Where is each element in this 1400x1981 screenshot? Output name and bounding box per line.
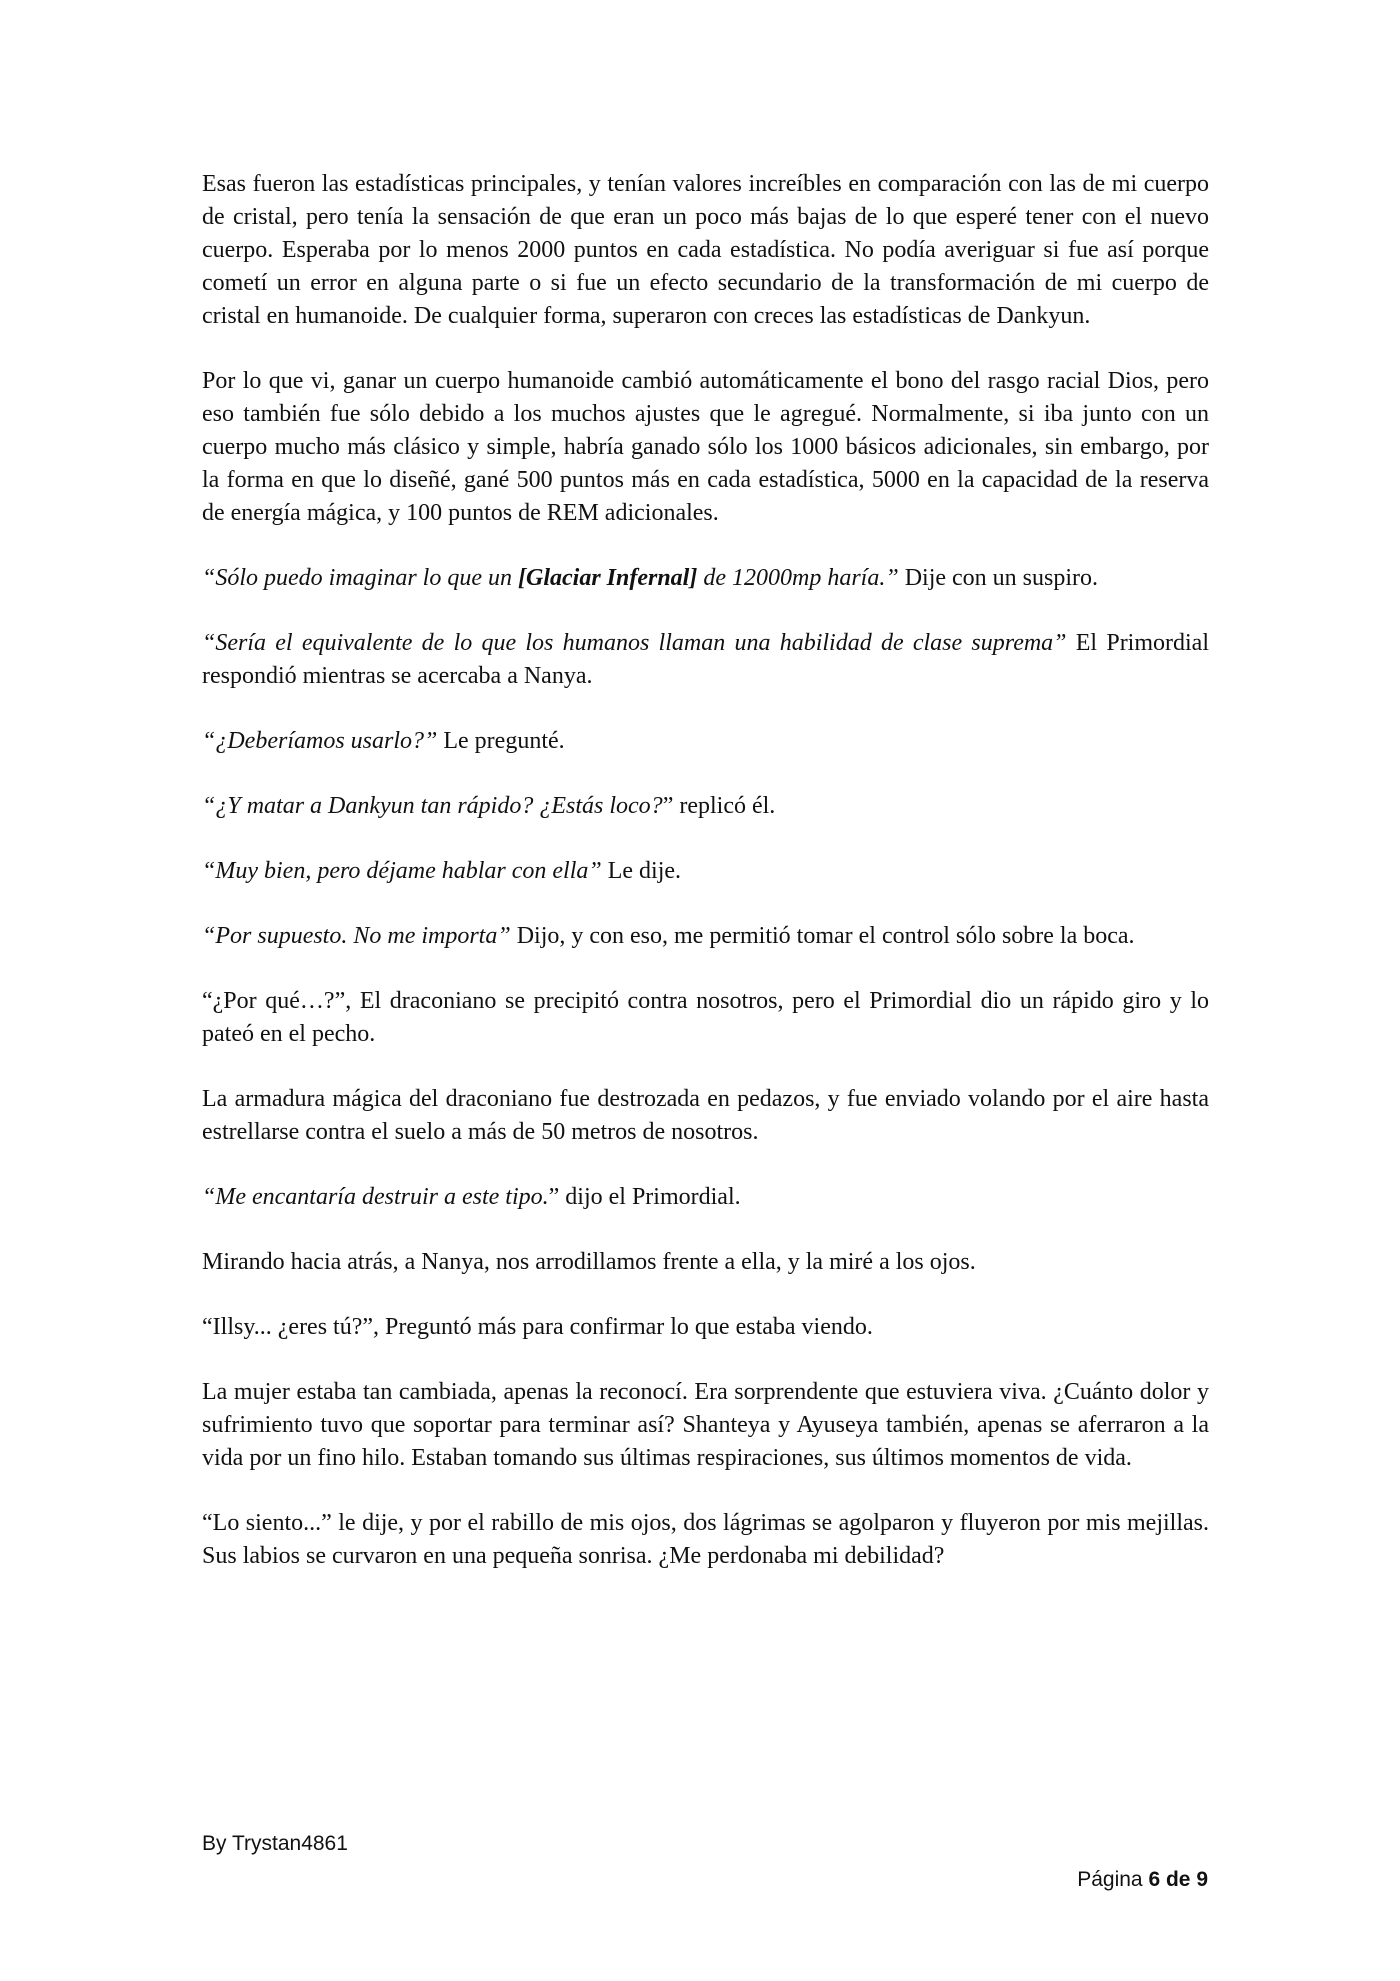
text-span: Por lo que vi, ganar un cuerpo humanoide cambió automáticamente el bono del rasgo racial Dios, pero eso también fue sólo debido a los muchos ajustes que le agregué. Normalmente, si iba junto con un cuerpo mucho más clásico y simple, habría ganado sólo los 1000 básicos adicionales, sin embargo, por la forma en que lo diseñé, gané 500 puntos más en cada estadística, 5000 en la capacidad de la reserva de energía mágica, y 100 puntos de REM adicionales. [202, 368, 1209, 526]
page-of: de [1160, 1868, 1197, 1891]
paragraph [202, 168, 1209, 333]
paragraph [202, 365, 1209, 530]
italic-text: “Sería el equivalente de lo que los humanos llaman una habilidad de clase suprema” [202, 630, 1067, 656]
page-total: 9 [1196, 1868, 1208, 1891]
italic-text: “¿Y matar a Dankyun tan rápido? ¿Estás loco? [202, 793, 663, 819]
paragraph [202, 725, 1209, 758]
paragraph [202, 562, 1209, 595]
paragraph [202, 627, 1209, 693]
paragraph [202, 1083, 1209, 1149]
page-current: 6 [1148, 1868, 1161, 1891]
paragraph [202, 790, 1209, 823]
paragraph [202, 1311, 1209, 1344]
paragraph [202, 1507, 1209, 1573]
italic-text: “¿Deberíamos usarlo?” [202, 728, 438, 754]
paragraph [202, 920, 1209, 953]
page-body [202, 168, 1209, 1605]
page-word: Página [1077, 1868, 1149, 1891]
paragraph [202, 1181, 1209, 1214]
text-span: Dijo, y con eso, me permitió tomar el control sólo sobre la boca. [510, 923, 1135, 949]
paragraph [202, 1376, 1209, 1475]
text-span: Dije con un suspiro. [898, 565, 1098, 591]
text-span: La mujer estaba tan cambiada, apenas la reconocí. Era sorprendente que estuviera viva. ¿Cuánto dolor y sufrimiento tuvo que soportar para terminar así? Shanteya y Ayuseya también, apenas se aferraron a la vida por un fino hilo. Estaban tomando sus últimas respiraciones, sus últimos momentos de vida. [202, 1379, 1209, 1471]
footer-author: By Trystan4861 [202, 1832, 348, 1855]
text-span: Esas fueron las estadísticas principales, y tenían valores increíbles en comparación con las de mi cuerpo de cristal, pero tenía la sensación de que eran un poco más bajas de lo que esperé tener con el nuevo cuerpo. Esperaba por lo menos 2000 puntos en cada estadística. No podía averiguar si fue así porque cometí un error en alguna parte o si fue un efecto secundario de la transformación de mi cuerpo de cristal en humanoide. De cualquier forma, superaron con creces las estadísticas de Dankyun. [202, 171, 1209, 329]
paragraph [202, 1246, 1209, 1279]
text-span: ” dijo el Primordial. [548, 1184, 741, 1210]
italic-text: “Muy bien, pero déjame hablar con ella” [202, 858, 602, 884]
bold-italic-text: [Glaciar Infernal] [518, 565, 698, 591]
paragraph [202, 985, 1209, 1051]
text-span: El Primordial respondió mientras se acercaba a Nanya. [202, 630, 1210, 689]
italic-text: “Por supuesto. No me importa” [202, 923, 511, 949]
text-span: Le pregunté. [437, 728, 565, 754]
italic-text: “Me encantaría destruir a este tipo. [202, 1184, 549, 1210]
text-span: “¿Por qué…?”, El draconiano se precipitó contra nosotros, pero el Primordial dio un rápido giro y lo pateó en el pecho. [202, 988, 1209, 1047]
text-span: ” replicó él. [662, 793, 776, 819]
text-span: “Lo siento...” le dije, y por el rabillo de mis ojos, dos lágrimas se agolparon y fluyeron por mis mejillas. Sus labios se curvaron en una pequeña sonrisa. ¿Me perdonaba mi debilidad? [202, 1510, 1209, 1569]
text-span: Le dije. [601, 858, 682, 884]
text-span: Mirando hacia atrás, a Nanya, nos arrodillamos frente a ella, y la miré a los ojos. [202, 1249, 976, 1275]
italic-text: de 12000mp haría.” [697, 565, 899, 591]
paragraph [202, 855, 1209, 888]
page-number [1077, 1868, 1208, 1892]
text-span: La armadura mágica del draconiano fue destrozada en pedazos, y fue enviado volando por el aire hasta estrellarse contra el suelo a más de 50 metros de nosotros. [202, 1086, 1209, 1145]
text-span: “Illsy... ¿eres tú?”, Preguntó más para confirmar lo que estaba viendo. [202, 1314, 873, 1340]
italic-text: “Sólo puedo imaginar lo que un [202, 565, 518, 591]
